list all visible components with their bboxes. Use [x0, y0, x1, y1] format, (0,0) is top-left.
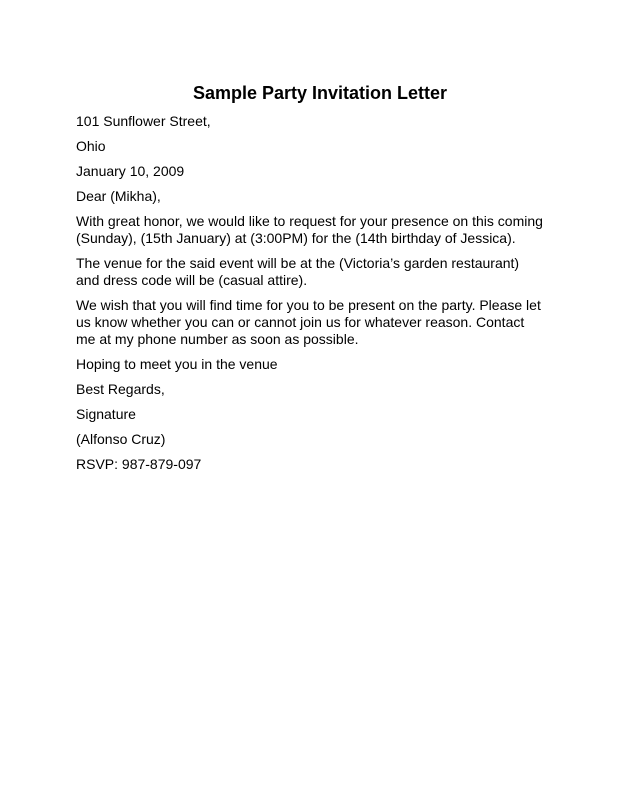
- paragraph-request: [76, 297, 576, 348]
- address-line-street: 101 Sunflower Street,: [76, 113, 211, 129]
- salutation: Dear (Mikha),: [76, 188, 161, 204]
- paragraph-line: We wish that you will find time for you to be present on the party. Please let: [76, 297, 541, 313]
- closing-line: Hoping to meet you in the venue: [76, 356, 278, 372]
- letter-date: January 10, 2009: [76, 163, 185, 179]
- sign-off: Best Regards,: [76, 381, 165, 397]
- sender-name: (Alfonso Cruz): [76, 431, 166, 447]
- paragraph-line: (Sunday), (15th January) at (3:00PM) for the (14th birthday of Jessica).: [76, 230, 516, 246]
- letter-body: [76, 113, 576, 481]
- paragraph-invitation: [76, 213, 576, 247]
- address-line-state: Ohio: [76, 138, 106, 154]
- paragraph-line: us know whether you can or cannot join us for whatever reason. Contact: [76, 314, 525, 330]
- paragraph-line: With great honor, we would like to request for your presence on this coming: [76, 213, 543, 229]
- paragraph-line: and dress code will be (casual attire).: [76, 272, 308, 288]
- signature-placeholder: Signature: [76, 406, 136, 422]
- paragraph-venue: [76, 255, 576, 289]
- paragraph-line: me at my phone number as soon as possible.: [76, 331, 359, 347]
- rsvp-line: RSVP: 987-879-097: [76, 456, 202, 472]
- document-title: Sample Party Invitation Letter: [192, 83, 448, 103]
- paragraph-line: The venue for the said event will be at the (Victoria’s garden restaurant): [76, 255, 520, 271]
